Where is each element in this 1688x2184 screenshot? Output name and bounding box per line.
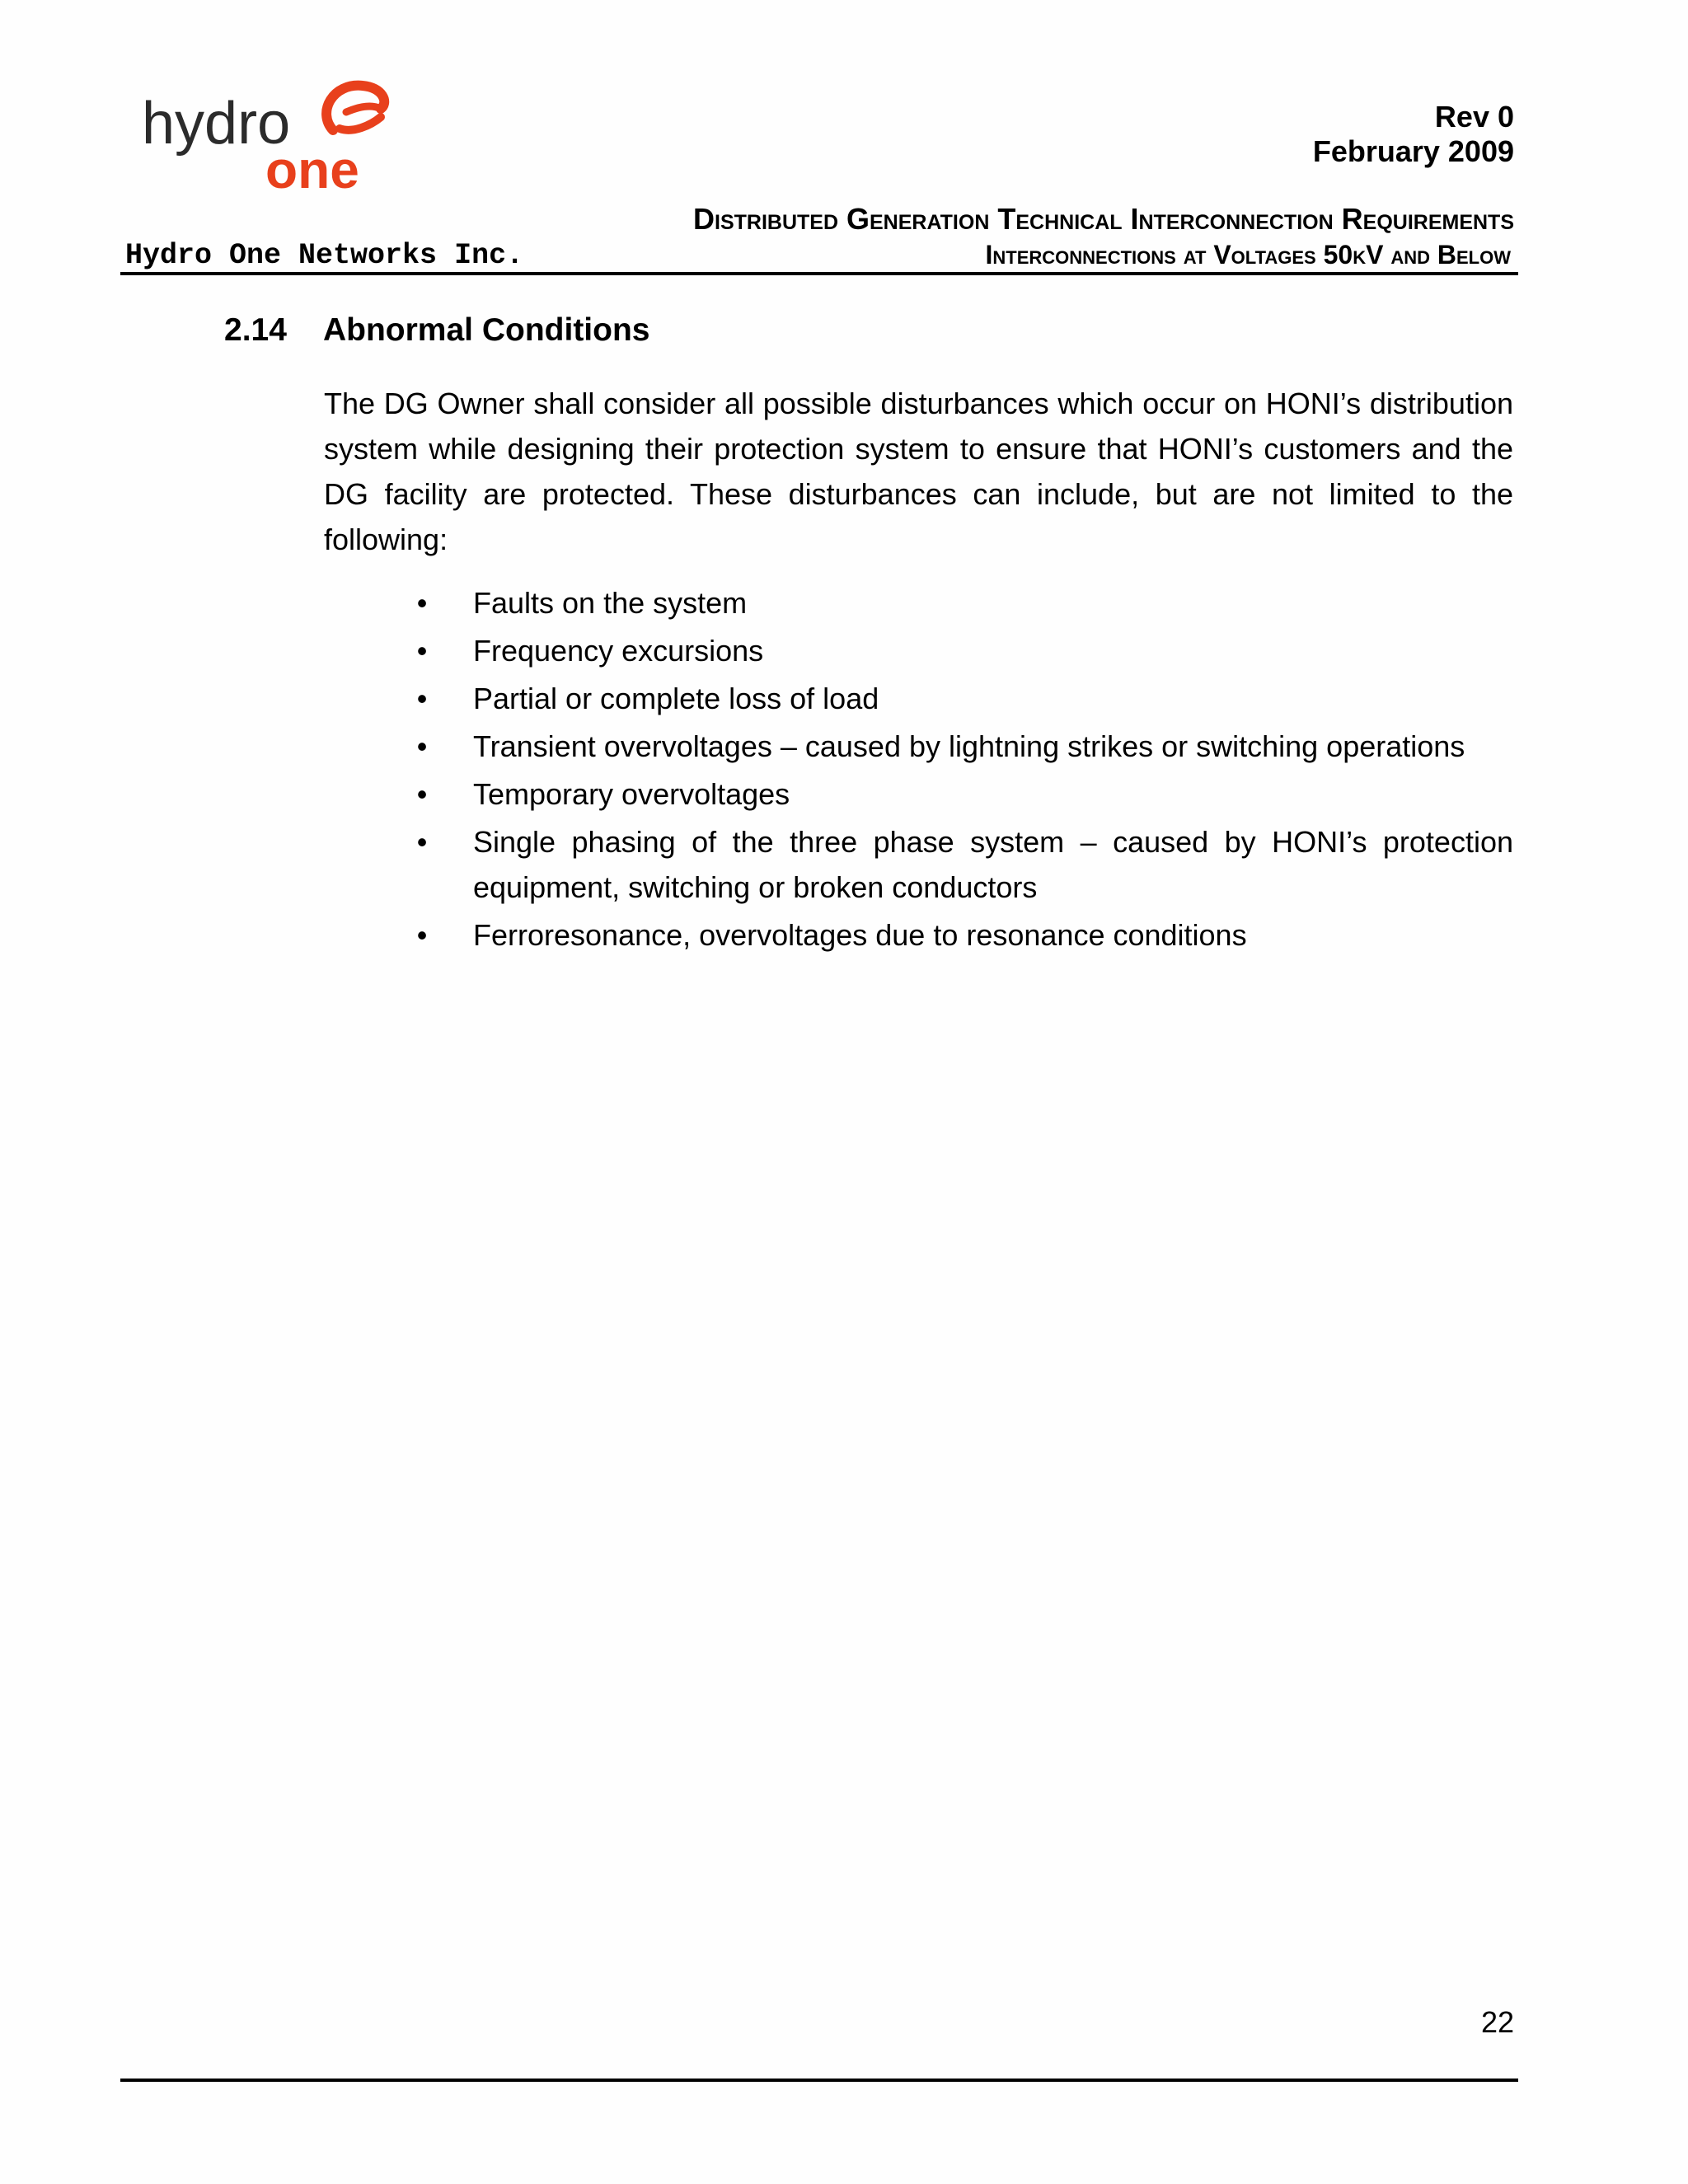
page-number: 22 [1480,2005,1514,2039]
list-item-text: Partial or complete loss of load [473,682,879,715]
section-title: Abnormal Conditions [323,312,650,348]
footer-divider [120,2079,1518,2082]
bullet-icon: • [416,777,428,811]
logo-word-one: one [265,140,359,199]
revision-label: Rev 0 [1434,100,1514,134]
bullet-icon: • [416,682,428,715]
list-item [409,628,1513,673]
logo-word-hydro: hydro [142,91,291,157]
list-item-text: Faults on the system [473,586,748,620]
list-item [409,771,1513,817]
bullet-icon: • [416,586,428,620]
document-subtitle: Interconnections at Voltages 50kV and Below [985,240,1511,269]
list-item-text: Frequency excursions [473,634,764,668]
list-item-text: Single phasing of the three phase system – caused by HONI’s protection equipment, switching or broken conductors [473,825,1513,904]
list-item-text: Ferroresonance, overvoltages due to resonance conditions [473,918,1247,952]
list-item [409,819,1513,910]
header-divider [120,272,1518,275]
intro-paragraph: The DG Owner shall consider all possible disturbances which occur on HONI’s distribution system while designing their protection system to ensure that HONI’s customers and the DG facility are protected. These disturbances can include, but are not limited to the following: [324,387,1513,556]
hydro-one-logo [142,79,389,199]
revision-date: February 2009 [1312,134,1514,168]
list-item [409,676,1513,721]
list-item [409,580,1513,626]
document-title: Distributed Generation Technical Interconnection Requirements [693,202,1514,236]
bullet-icon: • [416,825,428,859]
bullet-icon: • [416,918,428,952]
disturbance-list [409,580,1513,960]
list-item [409,724,1513,769]
bullet-icon: • [416,729,428,763]
company-name: Hydro One Networks Inc. [125,239,524,272]
list-item [409,912,1513,958]
list-item-text: Temporary overvoltages [473,777,790,811]
list-item-text: Transient overvoltages – caused by lightning strikes or switching operations [473,729,1465,763]
bullet-icon: • [416,634,428,668]
section-number: 2.14 [224,312,287,348]
